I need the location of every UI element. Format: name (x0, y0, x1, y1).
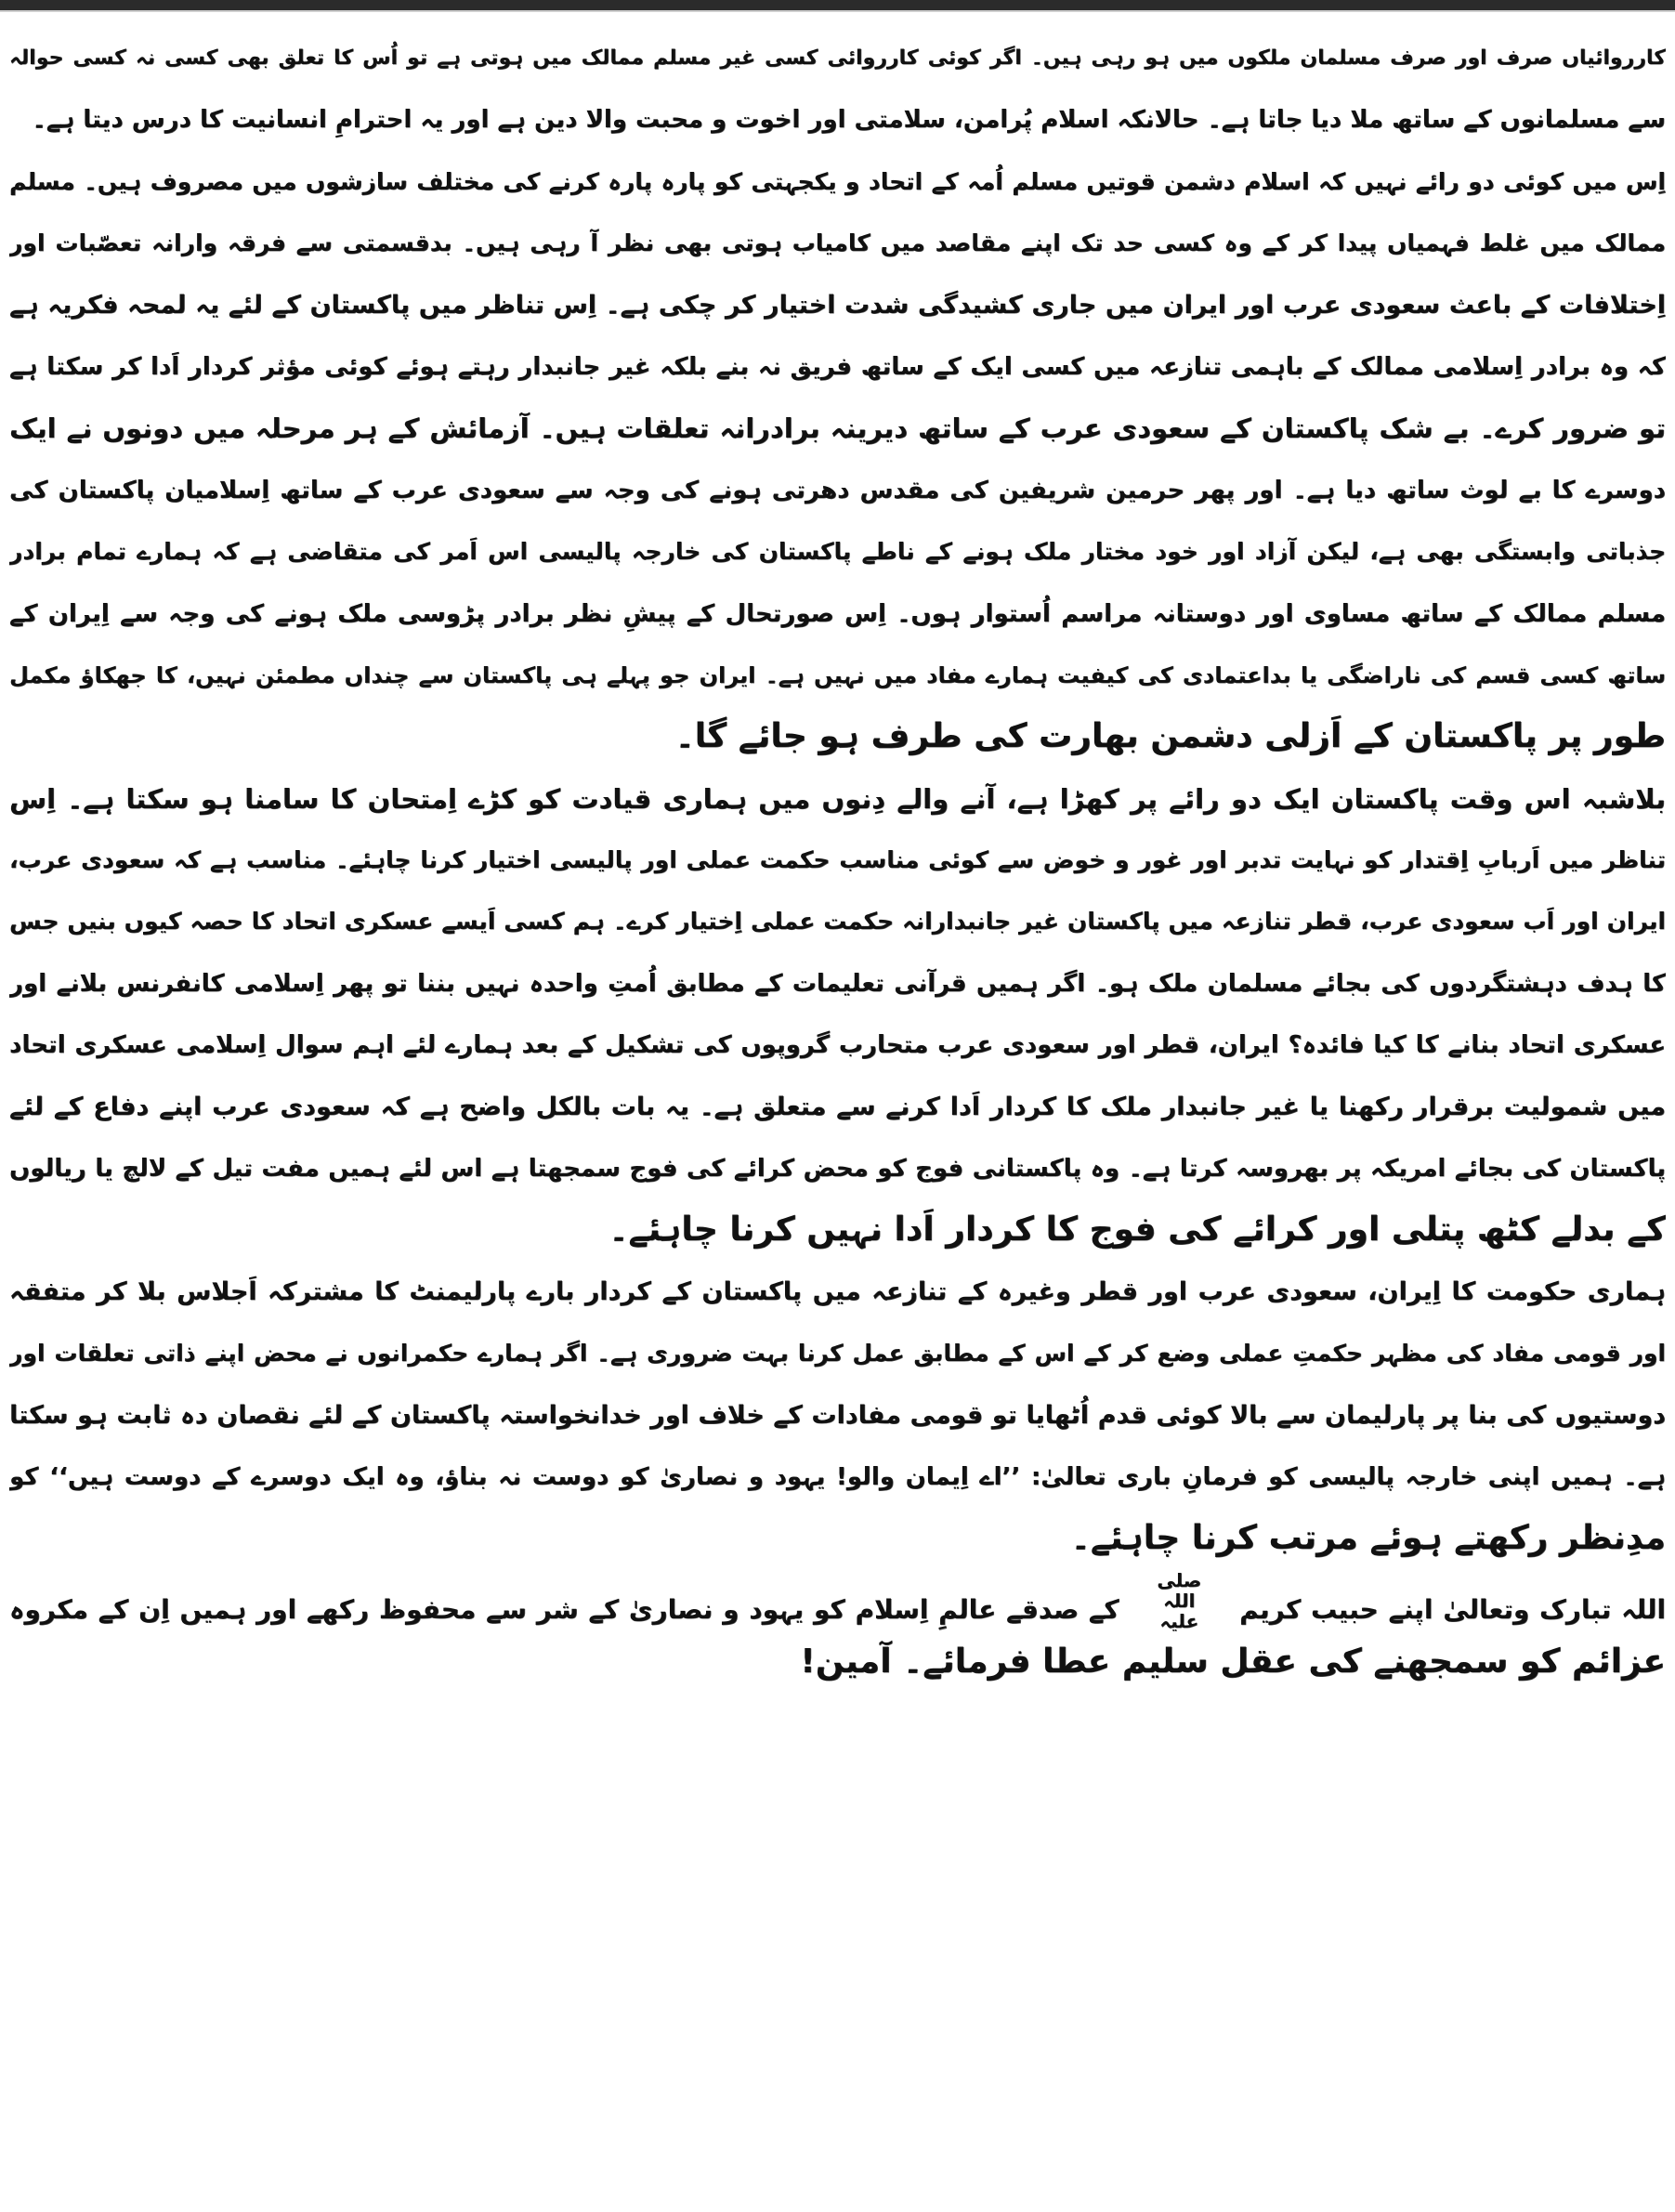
text-line: عزائم کو سمجھنے کی عقل سلیم عطا فرمائے۔ آمین! (800, 1643, 1666, 1682)
paragraph-3 (9, 768, 1666, 1262)
text-line: دوستیوں کی بنا پر پارلیمان سے بالا کوئی قدم اُٹھایا تو قومی مفادات کے خلاف اور خدانخواستہ پاکستان کے لئے نقصان دہ ثابت ہو سکتا (9, 1400, 1666, 1430)
text-line: اِختلافات کے باعث سعودی عرب اور ایران میں جاری کشیدگی شدت اختیار کر چکی ہے۔ اِس تناظر میں پاکستان کے لئے یہ لمحہ فکریہ ہے (9, 290, 1666, 320)
closing-paragraph (9, 1570, 1666, 1694)
text-line: ممالک میں غلط فہمیاں پیدا کر کے وہ کسی حد تک اپنے مقاصد میں کامیاب ہوتی بھی نظر آ رہی ہیں۔ بدقسمتی سے فرقہ وارانہ تعصّبات اور (9, 229, 1666, 257)
salutation-glyph: صلی اللہ علیہ (1157, 1569, 1202, 1632)
text-line: ہے۔ ہمیں اپنی خارجہ پالیسی کو فرمانِ باری تعالیٰ: ’’اے اِیمان والو! یہود و نصاریٰ کو دوست نہ بناؤ، وہ ایک دوسرے کے دوست ہیں‘‘ کو (9, 1462, 1666, 1491)
text-line: دوسرے کا بے لوث ساتھ دیا ہے۔ اور پھر حرمین شریفین کی مقدس دھرتی ہونے کی وجہ سے سعودی عرب کے ساتھ اِسلامیان پاکستان کی (9, 476, 1666, 504)
text-line: تو ضرور کرے۔ بے شک پاکستان کے سعودی عرب کے ساتھ دیرینہ برادرانہ تعلقات ہیں۔ آزمائش کے ہر مرحلہ میں دونوں نے ایک (9, 412, 1666, 445)
paragraph-1 (9, 28, 1666, 151)
text-line: ایران اور اَب سعودی عرب، قطر تنازعہ میں پاکستان غیر جانبدارانہ حکمت عملی اِختیار کرے۔ ہم کسی اَیسے عسکری اتحاد کا حصہ کیوں بنیں جس (9, 908, 1666, 936)
text-line: اور قومی مفاد کی مظہر حکمتِ عملی وضع کر کے اس کے مطابق عمل کرنا بہت ضروری ہے۔ اگر ہمارے حکمرانوں نے محض اپنے ذاتی تعلقات اور (9, 1340, 1666, 1368)
text-line: اِس میں کوئی دو رائے نہیں کہ اسلام دشمن قوتیں مسلم اُمہ کے اتحاد و یکجہتی کو پارہ پارہ کرنے کی مختلف سازشوں میں مصروف ہیں۔ مسلم (9, 167, 1666, 195)
text-line: کارروائیاں صرف اور صرف مسلمان ملکوں میں ہو رہی ہیں۔ اگر کوئی کارروائی کسی غیر مسلم ممالک میں ہوتی ہے تو اُس کا تعلق بھی کسی نہ کسی حوالہ (9, 46, 1666, 70)
top-rule (0, 0, 1675, 12)
text-line: جذباتی وابستگی بھی ہے، لیکن آزاد اور خود مختار ملک ہونے کے ناطے پاکستان کی خارجہ پالیسی اس اَمر کی متقاضی ہے کہ ہمارے تمام برادر (9, 538, 1666, 566)
closing-text-before: اللہ تبارک وتعالیٰ اپنے حبیب کریم (1239, 1593, 1666, 1625)
text-line: ہماری حکومت کا اِیران، سعودی عرب اور قطر وغیرہ کے تنازعہ میں پاکستان کے کردار بارے پارلیمنٹ کا مشترکہ اَجلاس بلا کر متفقہ (9, 1276, 1666, 1306)
text-line: طور پر پاکستان کے اَزلی دشمن بھارت کی طرف ہو جائے گا۔ (674, 717, 1666, 756)
article-column (9, 28, 1666, 1694)
text-line: مدِنظر رکھتے ہوئے مرتب کرنا چاہئے۔ (1070, 1519, 1666, 1558)
text-line: کہ وہ برادر اِسلامی ممالک کے باہمی تنازعہ میں کسی ایک کے ساتھ فریق نہ بنے بلکہ غیر جانبدار رہتے ہوئے کوئی مؤثر کردار اَدا کر سکتا ہے (9, 352, 1666, 381)
text-line: بلاشبہ اس وقت پاکستان ایک دو رائے پر کھڑا ہے، آنے والے دِنوں میں ہماری قیادت کو کڑے اِمتحان کا سامنا ہو سکتا ہے۔ اِس (9, 782, 1666, 815)
text-line: مسلم ممالک کے ساتھ مساوی اور دوستانہ مراسم اُستوار ہوں۔ اِس صورتحال کے پیشِ نظر برادر پڑوسی ملک ہونے کی وجہ سے اِیران کے (9, 599, 1666, 628)
text-line: کے بدلے کٹھ پتلی اور کرائے کی فوج کا کردار اَدا نہیں کرنا چاہئے۔ (608, 1211, 1666, 1250)
text-line: عسکری اتحاد بنانے کا کیا فائدہ؟ ایران، قطر اور سعودی عرب متحارب گروپوں کی تشکیل کے بعد ہمارے لئے اہم سوال اِسلامی عسکری اتحاد (9, 1031, 1666, 1060)
text-line: ساتھ کسی قسم کی ناراضگی یا بداعتمادی کی کیفیت ہمارے مفاد میں نہیں ہے۔ ایران جو پہلے ہی پاکستان سے چنداں مطمئن نہیں، کا جھکاؤ مکمل (9, 661, 1666, 688)
text-line: سے مسلمانوں کے ساتھ ملا دیا جاتا ہے۔ حالانکہ اسلام پُرامن، سلامتی اور اخوت و محبت والا دین ہے اور یہ احترامِ انسانیت کا درس دیتا ہے۔ (32, 106, 1666, 135)
text-line: پاکستان کی بجائے امریکہ پر بھروسہ کرتا ہے۔ وہ پاکستانی فوج کو محض کرائے کی فوج سمجھتا ہے اس لئے ہمیں مفت تیل کے لالچ یا ریالوں (9, 1155, 1666, 1184)
text-line: کا ہدف دہشتگردوں کی بجائے مسلمان ملک ہو۔ اگر ہمیں قرآنی تعلیمات کے مطابق اُمتِ واحدہ نہیں بننا تو پھر اِسلامی کانفرنس بلانے اور (9, 969, 1666, 998)
closing-text-after: کے صدقے عالمِ اِسلام کو یہود و نصاریٰ کے شر سے محفوظ رکھے اور ہمیں اِن کے مکروہ (9, 1593, 1119, 1625)
text-line: تناظر میں اَربابِ اِقتدار کو نہایت تدبر اور غور و خوض سے کوئی مناسب حکمت عملی اور پالیسی اختیار کرنا چاہئے۔ مناسب ہے کہ سعودی عرب، (9, 846, 1666, 874)
text-line: میں شمولیت برقرار رکھنا یا غیر جانبدار ملک کا کردار اَدا کرنے سے متعلق ہے۔ یہ بات بالکل واضح ہے کہ سعودی عرب اپنے دفاع کے لئے (9, 1092, 1666, 1121)
paragraph-2 (9, 151, 1666, 768)
text-line (9, 1570, 1666, 1631)
paragraph-4 (9, 1262, 1666, 1570)
